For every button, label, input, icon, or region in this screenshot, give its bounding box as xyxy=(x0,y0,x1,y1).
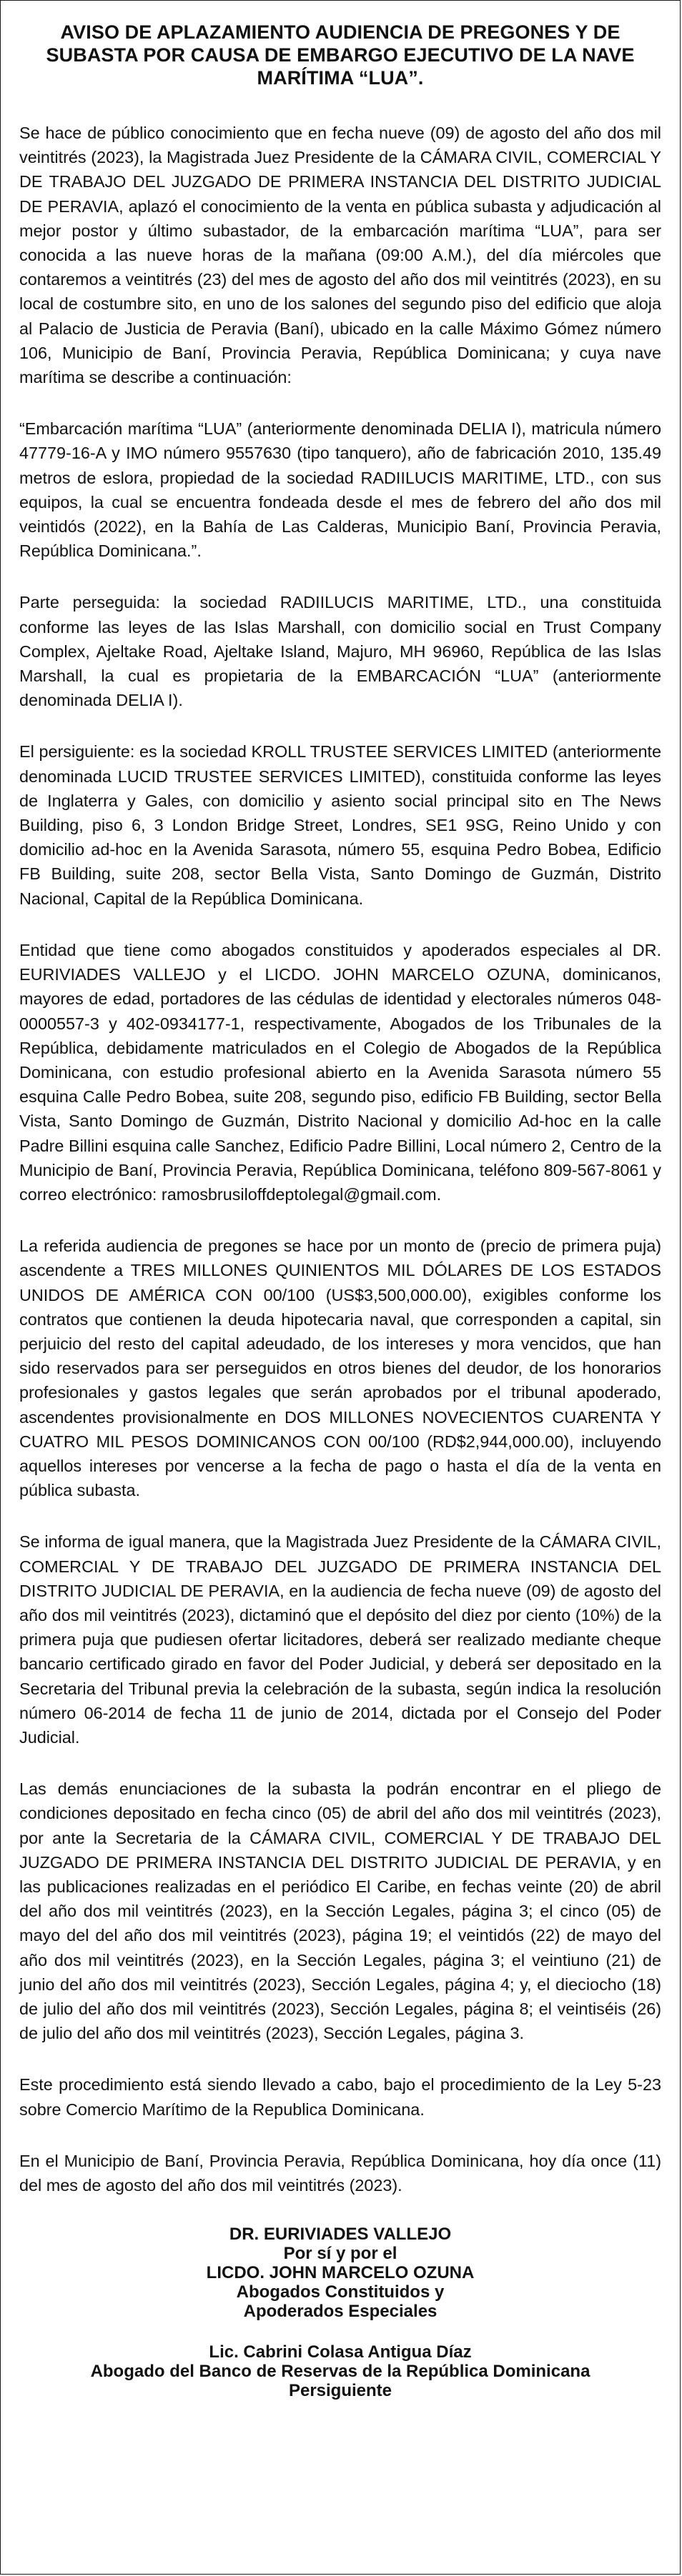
paragraph-pursuer: El persiguiente: es la sociedad KROLL TRUSTEE SERVICES LIMITED (anteriormente denominada LUCID TRUSTEE SERVICES LIMITED), constituida conforme las leyes de Inglaterra y Gales, con domicilio y asiento social principal sito en The News Building, piso 6, 3 London Bridge Street, Londres, SE1 9SG, Reino Unido y con domicilio ad-hoc en la Avenida Sarasota, número 55, esquina Pedro Bobea, Edificio FB Building, suite 208, sector Bella Vista, Santo Domingo de Guzmán, Distrito Nacional, Capital de la República Dominicana. xyxy=(19,742,661,908)
signature-spacer xyxy=(19,2321,661,2342)
signatory-name-ozuna: LICDO. JOHN MARCELO OZUNA xyxy=(206,2263,475,2283)
paragraph-announcement: Se hace de público conocimiento que en fecha nueve (09) de agosto del año dos mil veintitrés (2023), la Magistrada Juez Presidente de la CÁMARA CIVIL, COMERCIAL Y DE TRABAJO DEL JUZGADO DE PRIMERA INSTANCIA DEL DISTRITO JUDICIAL DE PERAVIA, aplazó el conocimiento de la venta en pública subasta y adjudicación al mejor postor y último subastador, de la embarcación marítima “LUA”, para ser conocida a las nueve horas de la mañana (09:00 A.M.), del día miércoles que contaremos a veintitrés (23) del mes de agosto del año dos mil veintitrés (2023), en su local de costumbre sito, en uno de los salones del segundo piso del edificio que aloja al Palacio de Justicia de Peravia (Baní), ubicado en la calle Máximo Gómez número 106, Municipio de Baní, Provincia Peravia, República Dominicana; y cuya nave marítima se describe a continuación: xyxy=(19,124,661,387)
signatory-name-vallejo: DR. EURIVIADES VALLEJO xyxy=(229,2225,452,2245)
signatory-connector: Por sí y por el xyxy=(283,2244,397,2264)
paragraph-deposit-requirement: Se informa de igual manera, que la Magistrada Juez Presidente de la CÁMARA CIVIL, COMERCIAL Y DE TRABAJO DEL JUZGADO DE PRIMERA INSTANCIA DEL DISTRITO JUDICIAL DE PERAVIA, en la audiencia de fecha nueve (09) de agosto del año dos mil veintitrés (2023), dictaminó que el depósito del diez por ciento (10%) de la primera puja que pudiesen ofertar licitadores, deberá ser realizado mediante cheque bancario certificado girado en favor del Poder Judicial, y deberá ser depositado en la Secretaria del Tribunal previa la celebración de la subasta, según indica la resolución número 06-2014 de fecha 11 de junio de 2014, dictada por el Consejo del Poder Judicial. xyxy=(19,1532,661,1747)
paragraph-vessel-description: “Embarcación marítima “LUA” (anteriormente denominada DELIA I), matricula número 47779-16-A y IMO número 9557630 (tipo tanquero), año de fabricación 2010, 135.49 metros de eslora, propiedad de la sociedad RADIILUCIS MARITIME, LTD., con sus equipos, la cual se encuentra fondeada desde el mes de febrero del año dos mil veintidós (2022), en la Bahía de Las Calderas, Municipio Baní, Provincia Peravia, República Dominicana.”. xyxy=(19,419,661,561)
paragraph-pursued-party: Parte perseguida: la sociedad RADIILUCIS MARITIME, LTD., una constituida conforme las leyes de las Islas Marshall, con domicilio social en Trust Company Complex, Ajeltake Road, Ajeltake Island, Majuro, MH 96960, República de las Islas Marshall, la cual es propietaria de la EMBARCACIÓN “LUA” (anteriormente denominada DELIA I). xyxy=(19,593,661,710)
paragraph-attorneys: Entidad que tiene como abogados constituidos y apoderados especiales al DR. EURIVIADES VALLEJO y el LICDO. JOHN MARCELO OZUNA, dominicanos, mayores de edad, portadores de las cédulas de identidad y electorales números 048-0000557-3 y 402-0934177-1, respectivamente, Abogados de los Tribunales de la República, debidamente matriculados en el Colegio de Abogados de la República Dominicana, con estudio profesional abierto en la Avenida Sarasota número 55 esquina Calle Pedro Bobea, suite 208, segundo piso, edificio FB Building, sector Bella Vista, Santo Domingo de Guzmán, Distrito Nacional y domicilio Ad-hoc en la calle Padre Billini esquina calle Sanchez, Edificio Padre Billini, Local número 2, Centro de la Municipio de Baní, Provincia Peravia, República Dominicana, teléfono 809-567-8061 y correo electrónico: ramosbrusiloffdeptolegal@gmail.com. xyxy=(19,940,661,1204)
signatory-affiliation: Abogado del Banco de Reservas de la República Dominicana xyxy=(90,2362,590,2382)
signatory-role-line2: Apoderados Especiales xyxy=(243,2302,438,2322)
notice-body xyxy=(19,121,661,2197)
paragraph-legal-basis: Este procedimiento está siendo llevado a cabo, bajo el procedimiento de la Ley 5-23 sobre Comercio Marítimo de la Republica Dominicana. xyxy=(19,2075,661,2119)
notice-title: AVISO DE APLAZAMIENTO AUDIENCIA DE PREGONES Y DE SUBASTA POR CAUSA DE EMBARGO EJECUTIVO DE LA NAVE MARÍTIMA “LUA”. xyxy=(46,21,635,89)
paragraph-publications: Las demás enunciaciones de la subasta la podrán encontrar en el pliego de condiciones depositado en fecha cinco (05) de abril del año dos mil veintitrés (2023), por ante la Secretaria de la CÁMARA CIVIL, COMERCIAL Y DE TRABAJO DEL JUZGADO DE PRIMERA INSTANCIA DEL DISTRITO JUDICIAL DE PERAVIA, y en las publicaciones realizadas en el periódico El Caribe, en fechas veinte (20) de abril del año dos mil veintitrés (2023), en la Sección Legales, página 3; el cinco (05) de mayo del del año dos mil veintitrés (2023), página 19; el veintidós (22) de mayo del año dos mil veintitrés (2023), en la Sección Legales, página 3; el veintiuno (21) de junio del año dos mil veintitrés (2023), Sección Legales, página 4; y, el dieciocho (18) de julio del año dos mil veintitrés (2023), Sección Legales, página 8; el veintiséis (26) de julio del año dos mil veintitrés (2023), Sección Legales, página 3. xyxy=(19,1779,661,2043)
signatory-role-line1: Abogados Constituidos y xyxy=(236,2282,445,2302)
paragraph-auction-amount: La referida audiencia de pregones se hace por un monto de (precio de primera puja) ascendente a TRES MILLONES QUINIENTOS MIL DÓLARES DE LOS ESTADOS UNIDOS DE AMÉRICA CON 00/100 (US$3,500,000.00), exigibles conforme los contratos que contienen la deuda hipotecaria naval, que corresponden a capital, sin perjuicio del resto del capital adeudado, de los intereses y mora vencidos, que han sido reservados para ser perseguidos en otros bienes del deudor, de los honorarios profesionales y gastos legales que serán aprobados por el tribunal apoderado, ascendentes provisionalmente en DOS MILLONES NOVECIENTOS CUARENTA Y CUATRO MIL PESOS DOMINICANOS CON 00/100 (RD$2,944,000.00), incluyendo aquellos intereses por vencerse a la fecha de pago o hasta el día de la venta en pública subasta. xyxy=(19,1237,661,1500)
signatory-name-antigua: Lic. Cabrini Colasa Antigua Díaz xyxy=(209,2342,472,2362)
signatory-role-pursuer: Persiguiente xyxy=(288,2381,392,2401)
paragraph-place-date: En el Municipio de Baní, Provincia Peravia, República Dominicana, hoy día once (11) del mes de agosto del año dos mil veintitrés (2023). xyxy=(19,2151,661,2195)
signature-block xyxy=(19,2225,661,2400)
